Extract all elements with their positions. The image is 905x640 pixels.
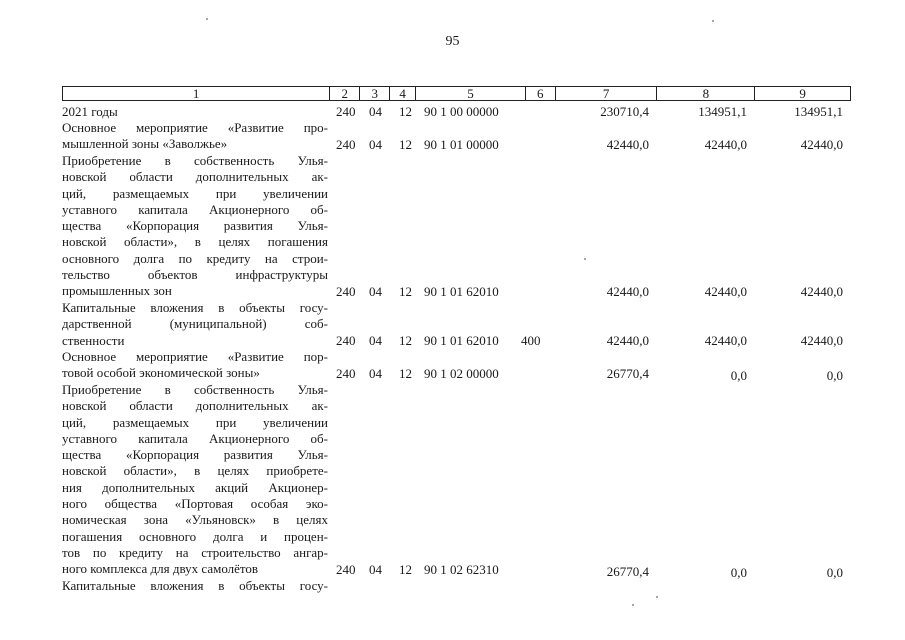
page-number: 95 (445, 34, 460, 49)
row-3-line-1: Приобретение в собственность Улья- (62, 153, 328, 168)
row-1-col-7: 230710,4 (600, 104, 649, 119)
row-3-line-4: уставного капитала Акционерного об- (62, 201, 328, 217)
scan-speck (632, 604, 634, 606)
row-6-col-3: 04 (369, 562, 382, 577)
row-6-col-4: 12 (399, 562, 412, 577)
row-6-line-7: ния дополнительных акций Акционер- (62, 479, 328, 495)
scan-speck (584, 258, 586, 260)
row-4-line-3: ственности (62, 332, 125, 348)
header-col-4: 4 (390, 87, 416, 100)
header-col-3: 3 (360, 87, 390, 100)
row-4-line-2: дарственной (муниципальной) соб- (62, 316, 328, 332)
row-3-col-8: 42440,0 (704, 284, 747, 299)
row-2-description (62, 120, 328, 153)
row-4-description (62, 300, 328, 349)
row-2-col-7: 42440,0 (606, 137, 649, 152)
row-7-description (62, 578, 328, 594)
row-3-col-4: 12 (399, 284, 412, 299)
row-6-line-8: ного общества «Портовая особая эко- (62, 496, 328, 512)
row-5-col-3: 04 (369, 366, 382, 381)
row-4-col-6: 400 (521, 333, 541, 348)
row-3-line-5: щества «Корпорация развития Улья- (62, 218, 328, 234)
row-2-col-4: 12 (399, 137, 412, 152)
row-4-col-2: 240 (336, 333, 356, 348)
row-3-col-7: 42440,0 (606, 284, 649, 299)
row-2-line-1: Основное мероприятие «Развитие про- (62, 120, 328, 135)
row-1-col-4: 12 (399, 104, 412, 119)
row-3-line-9: промышленных зон (62, 283, 172, 299)
header-col-9: 9 (799, 86, 806, 101)
row-6-line-10: погашения основного долга и процен- (62, 528, 328, 544)
row-6-line-3: ций, размещаемых при увеличении (62, 414, 328, 430)
row-1-col-3: 04 (369, 104, 382, 119)
row-1-col-8: 134951,1 (698, 104, 747, 119)
row-4-col-8: 42440,0 (704, 333, 747, 348)
row-1-col-2: 240 (336, 104, 356, 119)
row-1-col-9: 134951,1 (794, 104, 843, 119)
table-header (62, 86, 851, 101)
row-4-col-5: 90 1 01 62010 (424, 333, 499, 348)
row-6-line-2: новской области дополнительных ак- (62, 398, 328, 414)
row-7-line-1: Капитальные вложения в объекты госу- (62, 578, 328, 593)
row-3-line-6: новской области», в целях погашения (62, 234, 328, 250)
header-col-2: 2 (330, 87, 360, 100)
row-1-col-5: 90 1 00 00000 (424, 104, 499, 119)
row-5-line-2: товой особой экономической зоны» (62, 365, 260, 381)
header-col-5: 5 (416, 87, 526, 100)
row-6-description (62, 382, 328, 578)
row-2-col-5: 90 1 01 00000 (424, 137, 499, 152)
row-6-col-5: 90 1 02 62310 (424, 562, 499, 577)
row-6-line-4: уставного капитала Акционерного об- (62, 430, 328, 446)
row-6-line-9: номическая зона «Ульяновск» в целях (62, 512, 328, 528)
row-5-description (62, 349, 328, 382)
header-col-8: 8 (657, 87, 755, 100)
row-4-col-9: 42440,0 (800, 333, 843, 348)
row-6-line-12: ного комплекса для двух самолётов (62, 561, 259, 577)
scan-speck (712, 20, 714, 22)
row-6-line-6: новской области», в целях приобрете- (62, 463, 328, 479)
row-4-col-4: 12 (399, 333, 412, 348)
row-3-line-7: основного долга по кредиту на строи- (62, 250, 328, 266)
row-5-col-7: 26770,4 (606, 366, 649, 381)
row-6-col-2: 240 (336, 562, 356, 577)
row-5-col-8: 0,0 (730, 368, 747, 383)
row-6-line-11: тов по кредиту на строительство ангар- (62, 544, 328, 560)
header-col-6: 6 (526, 87, 556, 100)
row-2-col-2: 240 (336, 137, 356, 152)
header-col-7: 7 (556, 87, 658, 100)
row-3-col-2: 240 (336, 284, 356, 299)
row-5-line-1: Основное мероприятие «Развитие пор- (62, 349, 328, 364)
row-6-line-1: Приобретение в собственность Улья- (62, 382, 328, 397)
scan-speck (206, 18, 208, 20)
row-4-col-7: 42440,0 (606, 333, 649, 348)
row-2-line-2: мышленной зоны «Заволжье» (62, 136, 228, 152)
row-1-description: 2021 годы (62, 104, 118, 119)
row-3-col-3: 04 (369, 284, 382, 299)
row-3-col-5: 90 1 01 62010 (424, 284, 499, 299)
row-3-line-8: тельство объектов инфраструктуры (62, 267, 328, 283)
row-2-col-9: 42440,0 (800, 137, 843, 152)
row-5-col-5: 90 1 02 00000 (424, 366, 499, 381)
header-col-1: 1 (63, 87, 330, 100)
row-2-col-8: 42440,0 (704, 137, 747, 152)
row-4-col-3: 04 (369, 333, 382, 348)
row-6-line-5: щества «Корпорация развития Улья- (62, 447, 328, 463)
row-6-col-7: 26770,4 (606, 564, 649, 579)
row-6-col-8: 0,0 (730, 565, 747, 580)
row-4-line-1: Капитальные вложения в объекты госу- (62, 300, 328, 315)
row-3-line-3: ций, размещаемых при увеличении (62, 185, 328, 201)
row-3-line-2: новской области дополнительных ак- (62, 169, 328, 185)
scan-speck (656, 596, 658, 598)
row-5-col-4: 12 (399, 366, 412, 381)
row-5-col-9: 0,0 (826, 368, 843, 383)
row-3-col-9: 42440,0 (800, 284, 843, 299)
row-3-description (62, 153, 328, 300)
row-6-col-9: 0,0 (826, 565, 843, 580)
row-2-col-3: 04 (369, 137, 382, 152)
row-5-col-2: 240 (336, 366, 356, 381)
